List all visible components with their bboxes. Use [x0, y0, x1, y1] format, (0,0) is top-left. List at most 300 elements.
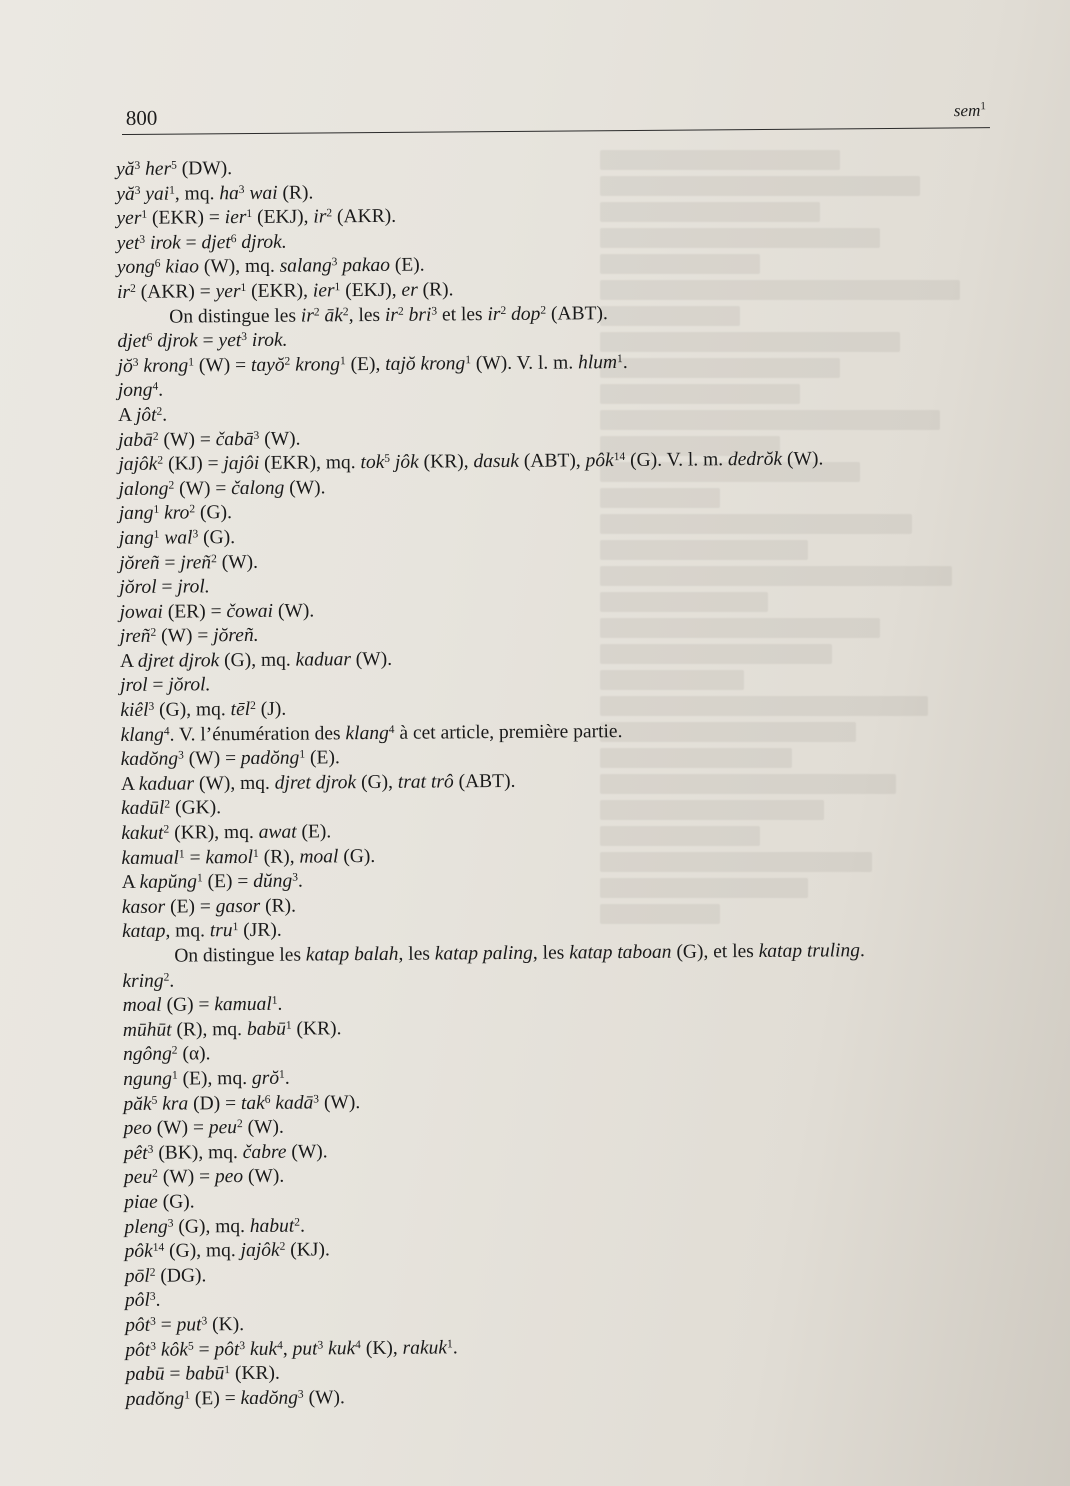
headword-italic: bɑbū — [185, 1363, 225, 1385]
headword-italic: mūhūt — [122, 1019, 172, 1041]
entry-text: . — [452, 1336, 458, 1358]
entry-text: = — [184, 846, 206, 869]
entry-text: (W). — [318, 1091, 361, 1113]
entry-text: (W). — [284, 477, 326, 499]
superscript: 3 — [192, 528, 199, 541]
headword-italic: yet — [218, 330, 242, 352]
headword-italic: čɑlong — [231, 477, 285, 499]
headword-italic: sɑlang — [279, 255, 332, 278]
superscript: 1 — [271, 994, 278, 1007]
superscript: 2 — [150, 626, 157, 640]
headword-italic: ir — [116, 281, 131, 303]
superscript: 1 — [141, 208, 148, 221]
headword-italic: kɑsor — [121, 896, 166, 918]
superscript: 2 — [157, 454, 164, 467]
headword-italic: kɑpŭng — [139, 871, 198, 894]
entry-text: (J). — [255, 698, 287, 720]
headword-italic: kɑmol — [205, 846, 254, 868]
entry-text: (EKJ), — [252, 206, 314, 229]
headword-italic: pɑdŏng — [240, 747, 300, 770]
superscript: 3 — [297, 1388, 304, 1401]
headword-italic: jreñ — [119, 626, 151, 648]
superscript: 3 — [238, 183, 245, 196]
superscript: 3 — [292, 871, 299, 884]
superscript: 1 — [153, 503, 160, 517]
headword-italic: kɑdŏng — [240, 1387, 299, 1409]
page-header — [122, 97, 990, 135]
headword-italic: pôk — [585, 450, 614, 472]
entry-text: , mq. — [165, 920, 210, 943]
entry-text: (KR). — [229, 1362, 280, 1385]
entry-text: (EKJ), — [340, 279, 402, 302]
entry-text: (W). — [242, 1116, 284, 1139]
headword-italic: kiêl — [120, 699, 149, 722]
superscript: 6 — [264, 1093, 271, 1106]
superscript: 2 — [326, 207, 333, 220]
headword-italic: jɑjôk — [240, 1239, 280, 1262]
headword-italic: kɑduar — [138, 773, 195, 795]
headword-italic: jong — [117, 380, 153, 402]
superscript: 2 — [236, 1118, 243, 1131]
headword-italic: jŏreñ. — [213, 625, 259, 647]
entry-text: , les — [348, 304, 386, 326]
superscript: 4 — [388, 723, 395, 736]
superscript: 1 — [188, 356, 194, 369]
entry-text: = — [147, 675, 169, 697]
entry-text: (D) = — [188, 1092, 241, 1115]
superscript: 1 — [252, 847, 259, 860]
superscript: 3 — [313, 1092, 320, 1106]
entry-text: (G), et les — [671, 940, 759, 963]
entry-text: (G) = — [161, 994, 215, 1016]
headword-italic: kôk — [160, 1338, 189, 1361]
superscript: 2 — [279, 1240, 286, 1253]
entry-text: (G), mq. — [173, 1215, 250, 1238]
headword-italic: dŭng — [253, 870, 293, 893]
superscript: 3 — [139, 233, 146, 246]
superscript: 3 — [150, 1340, 157, 1353]
superscript: 2 — [163, 823, 170, 836]
superscript: 1 — [299, 748, 306, 761]
entry-text: = — [193, 1338, 215, 1360]
headword-italic: jôk — [394, 451, 419, 473]
superscript: 1 — [240, 281, 247, 294]
entry-text: (KJ) = — [163, 453, 224, 475]
entry-text: , mq. — [174, 182, 220, 205]
headword-italic: er — [401, 279, 418, 301]
running-head-word: sem — [953, 101, 981, 121]
headword-italic: ier — [224, 207, 247, 229]
superscript: 3 — [239, 1339, 246, 1352]
headword-italic: gɑsor — [215, 895, 261, 918]
entry-text: . — [277, 993, 283, 1015]
headword-italic: kɑtɑp tɑboan — [569, 941, 672, 964]
entry-text: (EKR), mq. — [259, 452, 361, 475]
entry-text: = — [156, 576, 178, 598]
page-number: 800 — [125, 105, 158, 130]
headword-italic: čɑbā — [215, 428, 254, 450]
headword-italic: peu — [208, 1117, 238, 1139]
headword-italic: kɑtɑp bɑlah — [305, 943, 399, 966]
superscript: 3 — [201, 1315, 208, 1328]
entry-text: (KR), mq. — [169, 821, 259, 844]
entry-text: (W) = — [157, 1166, 216, 1189]
headword-italic: kɑdā — [275, 1092, 314, 1114]
superscript: 3 — [147, 1143, 154, 1156]
superscript: 3 — [331, 256, 338, 269]
entry-text: (R). — [417, 279, 454, 301]
entry-text: (W) = — [174, 477, 232, 500]
entry-text: . — [162, 404, 168, 426]
headword-italic: kɑtɑp — [121, 921, 166, 943]
headword-italic: kro — [164, 502, 190, 524]
headword-italic: peo — [123, 1117, 152, 1140]
superscript: 1 — [285, 1019, 292, 1032]
headword-italic: klang — [120, 724, 164, 746]
headword-italic: trat trô — [397, 771, 454, 793]
entry-text: (ABT). — [453, 770, 516, 793]
entry-text: (W) = — [151, 1117, 209, 1139]
entry-text: (AKR). — [332, 205, 397, 228]
superscript: 2 — [152, 1168, 158, 1181]
headword-italic: pôk — [124, 1240, 153, 1263]
headword-italic: pôt — [214, 1338, 240, 1360]
superscript: 2 — [149, 1266, 156, 1279]
superscript: 1 — [196, 872, 203, 885]
superscript: 3 — [148, 700, 155, 713]
superscript: 2 — [164, 799, 171, 812]
superscript: 3 — [134, 184, 141, 197]
headword-italic: ir — [300, 305, 314, 327]
entry-text: . — [155, 1289, 161, 1312]
headword-italic: bri — [408, 304, 432, 326]
entry-text: (G). — [198, 526, 236, 549]
entry-text: (E). — [305, 747, 340, 769]
entry-text: (W). — [350, 648, 393, 671]
headword-italic: her — [145, 158, 172, 180]
headword-italic: kɑdūl — [121, 798, 165, 820]
superscript: 5 — [187, 1339, 194, 1352]
superscript: 3 — [317, 1338, 324, 1351]
entry-text: (R), — [258, 846, 300, 868]
superscript: 2 — [250, 699, 256, 713]
headword-italic: djrok. — [241, 231, 287, 253]
superscript: 2 — [313, 305, 320, 319]
superscript: 2 — [294, 1216, 301, 1229]
headword-italic: čɑbre — [242, 1141, 287, 1163]
headword-italic: moal — [122, 994, 162, 1017]
entry-text: (R), mq. — [171, 1018, 247, 1041]
headword-italic: kɑdŏng — [120, 748, 179, 771]
headword-italic: krong — [295, 353, 341, 376]
superscript: 2 — [211, 552, 217, 565]
headword-italic: jreñ — [180, 551, 212, 574]
superscript: 2 — [500, 304, 507, 317]
superscript: 2 — [397, 305, 404, 318]
headword-italic: jŏrol. — [168, 674, 211, 697]
headword-italic: yă — [116, 158, 135, 180]
superscript: 3 — [149, 1291, 156, 1304]
headword-italic: rɑkuk — [402, 1336, 448, 1359]
superscript: 4 — [152, 381, 159, 394]
superscript: 2 — [168, 479, 175, 492]
headword-italic: peo — [214, 1166, 244, 1188]
headword-italic: ir — [313, 206, 327, 228]
entry-text: A — [117, 404, 136, 426]
headword-italic: jŏrol — [119, 576, 157, 599]
headword-italic: ngông — [122, 1043, 172, 1066]
superscript: 1 — [278, 1068, 285, 1081]
headword-italic: kiao — [165, 256, 200, 278]
entry-text: (W). V. l. m. — [470, 352, 579, 374]
superscript: 14 — [152, 1241, 165, 1254]
entry-text: A — [119, 650, 138, 672]
headword-italic: kɑmuɑl — [121, 847, 179, 869]
entry-text: (W). — [286, 1141, 328, 1163]
entry-text: (W) = — [183, 748, 241, 770]
entry-text: (W). — [216, 551, 259, 573]
headword-italic: pêt — [123, 1142, 148, 1164]
headword-italic: kuk — [249, 1338, 278, 1360]
entry-text: . — [284, 1067, 290, 1089]
entry-text: (W), mq. — [198, 256, 280, 278]
superscript: 5 — [171, 159, 177, 172]
headword-italic: ir — [384, 304, 399, 326]
entry-text: = — [164, 1363, 186, 1385]
entry-text: (W) = — [193, 354, 252, 377]
headword-italic: kɑmuɑl — [214, 993, 272, 1016]
headword-italic: jɑng — [118, 527, 154, 549]
headword-italic: hɑ — [219, 182, 239, 204]
entry-text: , — [282, 1338, 293, 1360]
entry-text: , les — [398, 943, 435, 965]
entry-text: . — [859, 940, 865, 962]
superscript: 6 — [230, 232, 237, 245]
headword-italic: hɑbut — [249, 1215, 295, 1237]
headword-italic: grŏ — [251, 1067, 280, 1089]
superscript: 2 — [156, 405, 163, 418]
headword-italic: djet — [201, 231, 231, 254]
entry-text: (R). — [277, 182, 314, 204]
entry-text: (EKR), — [246, 280, 313, 302]
headword-italic: pōl — [124, 1265, 150, 1287]
superscript: 2 — [284, 355, 291, 368]
entry-text: = — [197, 330, 219, 352]
headword-italic: tɑjŏ krong — [385, 353, 466, 375]
superscript: 1 — [169, 184, 175, 197]
entry-text: (G). — [195, 502, 233, 524]
entry-text: (W). — [272, 600, 315, 622]
headword-italic: tɑyŏ — [250, 354, 285, 376]
headword-italic: kring — [122, 970, 164, 992]
running-head — [954, 101, 986, 122]
headword-italic: āk — [324, 304, 343, 326]
headword-italic: kɑtɑp pɑling — [434, 942, 533, 965]
entry-text: (E) = — [165, 896, 216, 918]
entry-text: (G). V. l. m. — [625, 449, 729, 472]
headword-italic: hlum — [577, 351, 618, 374]
superscript: 1 — [224, 1364, 231, 1377]
superscript: 3 — [241, 331, 248, 344]
superscript: 1 — [184, 1389, 191, 1402]
superscript: 1 — [246, 208, 253, 221]
headword-italic: jɑbā — [118, 429, 153, 451]
headword-italic: jowɑi — [119, 601, 163, 623]
headword-italic: pɑkao — [342, 255, 391, 277]
entry-text: . — [299, 1215, 305, 1237]
entry-text: (E), — [345, 353, 386, 375]
superscript: 1 — [153, 528, 160, 541]
headword-italic: yong — [116, 257, 155, 279]
headword-italic: yă — [116, 183, 135, 205]
headword-italic: put — [176, 1314, 202, 1336]
superscript: 3 — [431, 305, 438, 318]
headword-italic: wɑl — [164, 527, 193, 549]
entry-text: (E), mq. — [177, 1067, 253, 1090]
entry-text: (W) = — [158, 428, 216, 451]
headword-italic: djet — [117, 330, 147, 353]
headword-italic: pôt — [125, 1314, 151, 1336]
headword-italic: jŏ — [117, 355, 133, 377]
entry-text: (W). — [782, 448, 824, 470]
superscript: 1 — [339, 354, 346, 367]
entry-text: (KR). — [291, 1018, 342, 1040]
headword-italic: kɑkut — [121, 822, 164, 845]
headword-italic: tak — [240, 1092, 265, 1114]
superscript: 2 — [163, 971, 170, 984]
entry-text: (ABT). — [546, 302, 608, 325]
superscript: 6 — [154, 258, 161, 271]
entry-text: (W). — [243, 1166, 285, 1188]
entry-text: (ER) = — [162, 600, 227, 623]
headword-italic: dedrŏk — [727, 448, 783, 471]
headword-italic: ngung — [123, 1068, 173, 1090]
headword-italic: păk — [123, 1093, 152, 1115]
headword-italic: kɑtɑp truling — [758, 940, 861, 962]
superscript: 6 — [146, 331, 153, 344]
headword-italic: yet — [116, 232, 140, 254]
entry-text: . V. l’énumération des — [169, 722, 346, 746]
headword-italic: pôl — [124, 1290, 150, 1312]
headword-italic: wɑi — [249, 182, 278, 204]
superscript: 1 — [171, 1069, 178, 1082]
superscript: 3 — [167, 1217, 174, 1230]
headword-italic: ir — [487, 303, 501, 325]
entry-text: . — [622, 351, 628, 373]
entry-text: (JR). — [238, 920, 282, 942]
entry-text: (G). — [157, 1191, 195, 1213]
superscript: 1 — [465, 353, 471, 367]
entry-text: (E) = — [189, 1387, 241, 1410]
superscript: 3 — [134, 159, 141, 172]
superscript: 1 — [178, 848, 185, 861]
superscript: 14 — [613, 451, 626, 464]
entry-text: (W) = — [156, 625, 214, 647]
headword-italic: jɑjôk — [118, 453, 158, 476]
entry-text: (W), mq. — [193, 772, 275, 795]
entry-text: (DG). — [155, 1265, 207, 1287]
dictionary-entries — [116, 151, 1006, 1412]
superscript: 3 — [132, 356, 139, 369]
superscript: 1 — [616, 352, 623, 365]
headword-italic: jrol — [120, 675, 148, 697]
headword-italic: krong — [143, 355, 189, 377]
entry-text: , les — [532, 942, 570, 964]
entry-text: (G), mq. — [164, 1240, 241, 1262]
superscript: 4 — [355, 1338, 361, 1351]
headword-italic: put — [292, 1337, 318, 1360]
entry-text: A — [121, 872, 140, 894]
superscript: 2 — [342, 305, 349, 318]
superscript: 1 — [446, 1337, 453, 1350]
entry-text: (ABT), — [518, 450, 586, 472]
entry-text: (EKR) = — [147, 207, 225, 229]
headword-italic: pɑbū — [125, 1363, 165, 1386]
superscript: 2 — [540, 304, 547, 317]
superscript: 3 — [178, 749, 184, 762]
headword-italic: kra — [162, 1093, 189, 1115]
headword-italic: pɑdŏng — [125, 1388, 185, 1410]
superscript: 4 — [163, 725, 170, 738]
headword-italic: kuk — [328, 1337, 356, 1359]
headword-italic: jɑjôi — [223, 453, 260, 475]
headword-italic: klang — [345, 722, 389, 744]
headword-italic: čowɑi — [226, 600, 274, 622]
headword-italic: djret djrok — [137, 650, 220, 672]
headword-italic: piɑe — [124, 1191, 158, 1213]
running-head-superscript: 1 — [980, 100, 986, 113]
headword-italic: ier — [312, 280, 335, 302]
headword-italic: awat — [258, 821, 297, 843]
superscript: 2 — [171, 1044, 178, 1057]
headword-italic: jôt — [135, 404, 157, 426]
entry-text: (KR), — [418, 451, 474, 473]
headword-italic: yer — [215, 280, 241, 303]
entry-text: A — [120, 773, 139, 795]
entry-text: (G). — [338, 845, 376, 867]
headword-italic: irok — [149, 232, 181, 254]
entry-text: (BK), mq. — [153, 1141, 243, 1164]
superscript: 3 — [150, 1315, 156, 1328]
headword-italic: peu — [123, 1167, 153, 1189]
entry-text: (E). — [389, 254, 425, 277]
headword-italic: pôt — [125, 1339, 151, 1361]
entry-text: (DW). — [176, 158, 233, 180]
headword-italic: djrok — [157, 330, 198, 352]
headword-italic: moal — [299, 845, 339, 868]
entry-text: (α). — [177, 1043, 211, 1065]
entry-text: (G), mq. — [154, 699, 231, 721]
superscript: 5 — [384, 452, 391, 466]
headword-italic: tru — [209, 920, 233, 942]
entry-text: (KJ). — [285, 1239, 330, 1261]
headword-italic: djret djrok — [274, 771, 357, 794]
headword-italic: pleng — [124, 1216, 168, 1238]
headword-italic: tēl — [230, 699, 251, 721]
superscript: 2 — [152, 430, 159, 443]
entry-text: = — [159, 552, 181, 574]
entry-text: . — [158, 379, 164, 402]
headword-italic: yai — [145, 183, 170, 205]
entry-text: (G), mq. — [219, 649, 296, 672]
headword-italic: jɑlong — [118, 478, 169, 500]
entry-text: (GK). — [170, 797, 222, 820]
entry-text: = — [155, 1314, 177, 1336]
entry-text: (K). — [207, 1313, 245, 1336]
entry-text: On distingue les — [174, 944, 306, 967]
headword-italic: dɑsuk — [473, 450, 520, 473]
superscript: 1 — [334, 281, 341, 294]
